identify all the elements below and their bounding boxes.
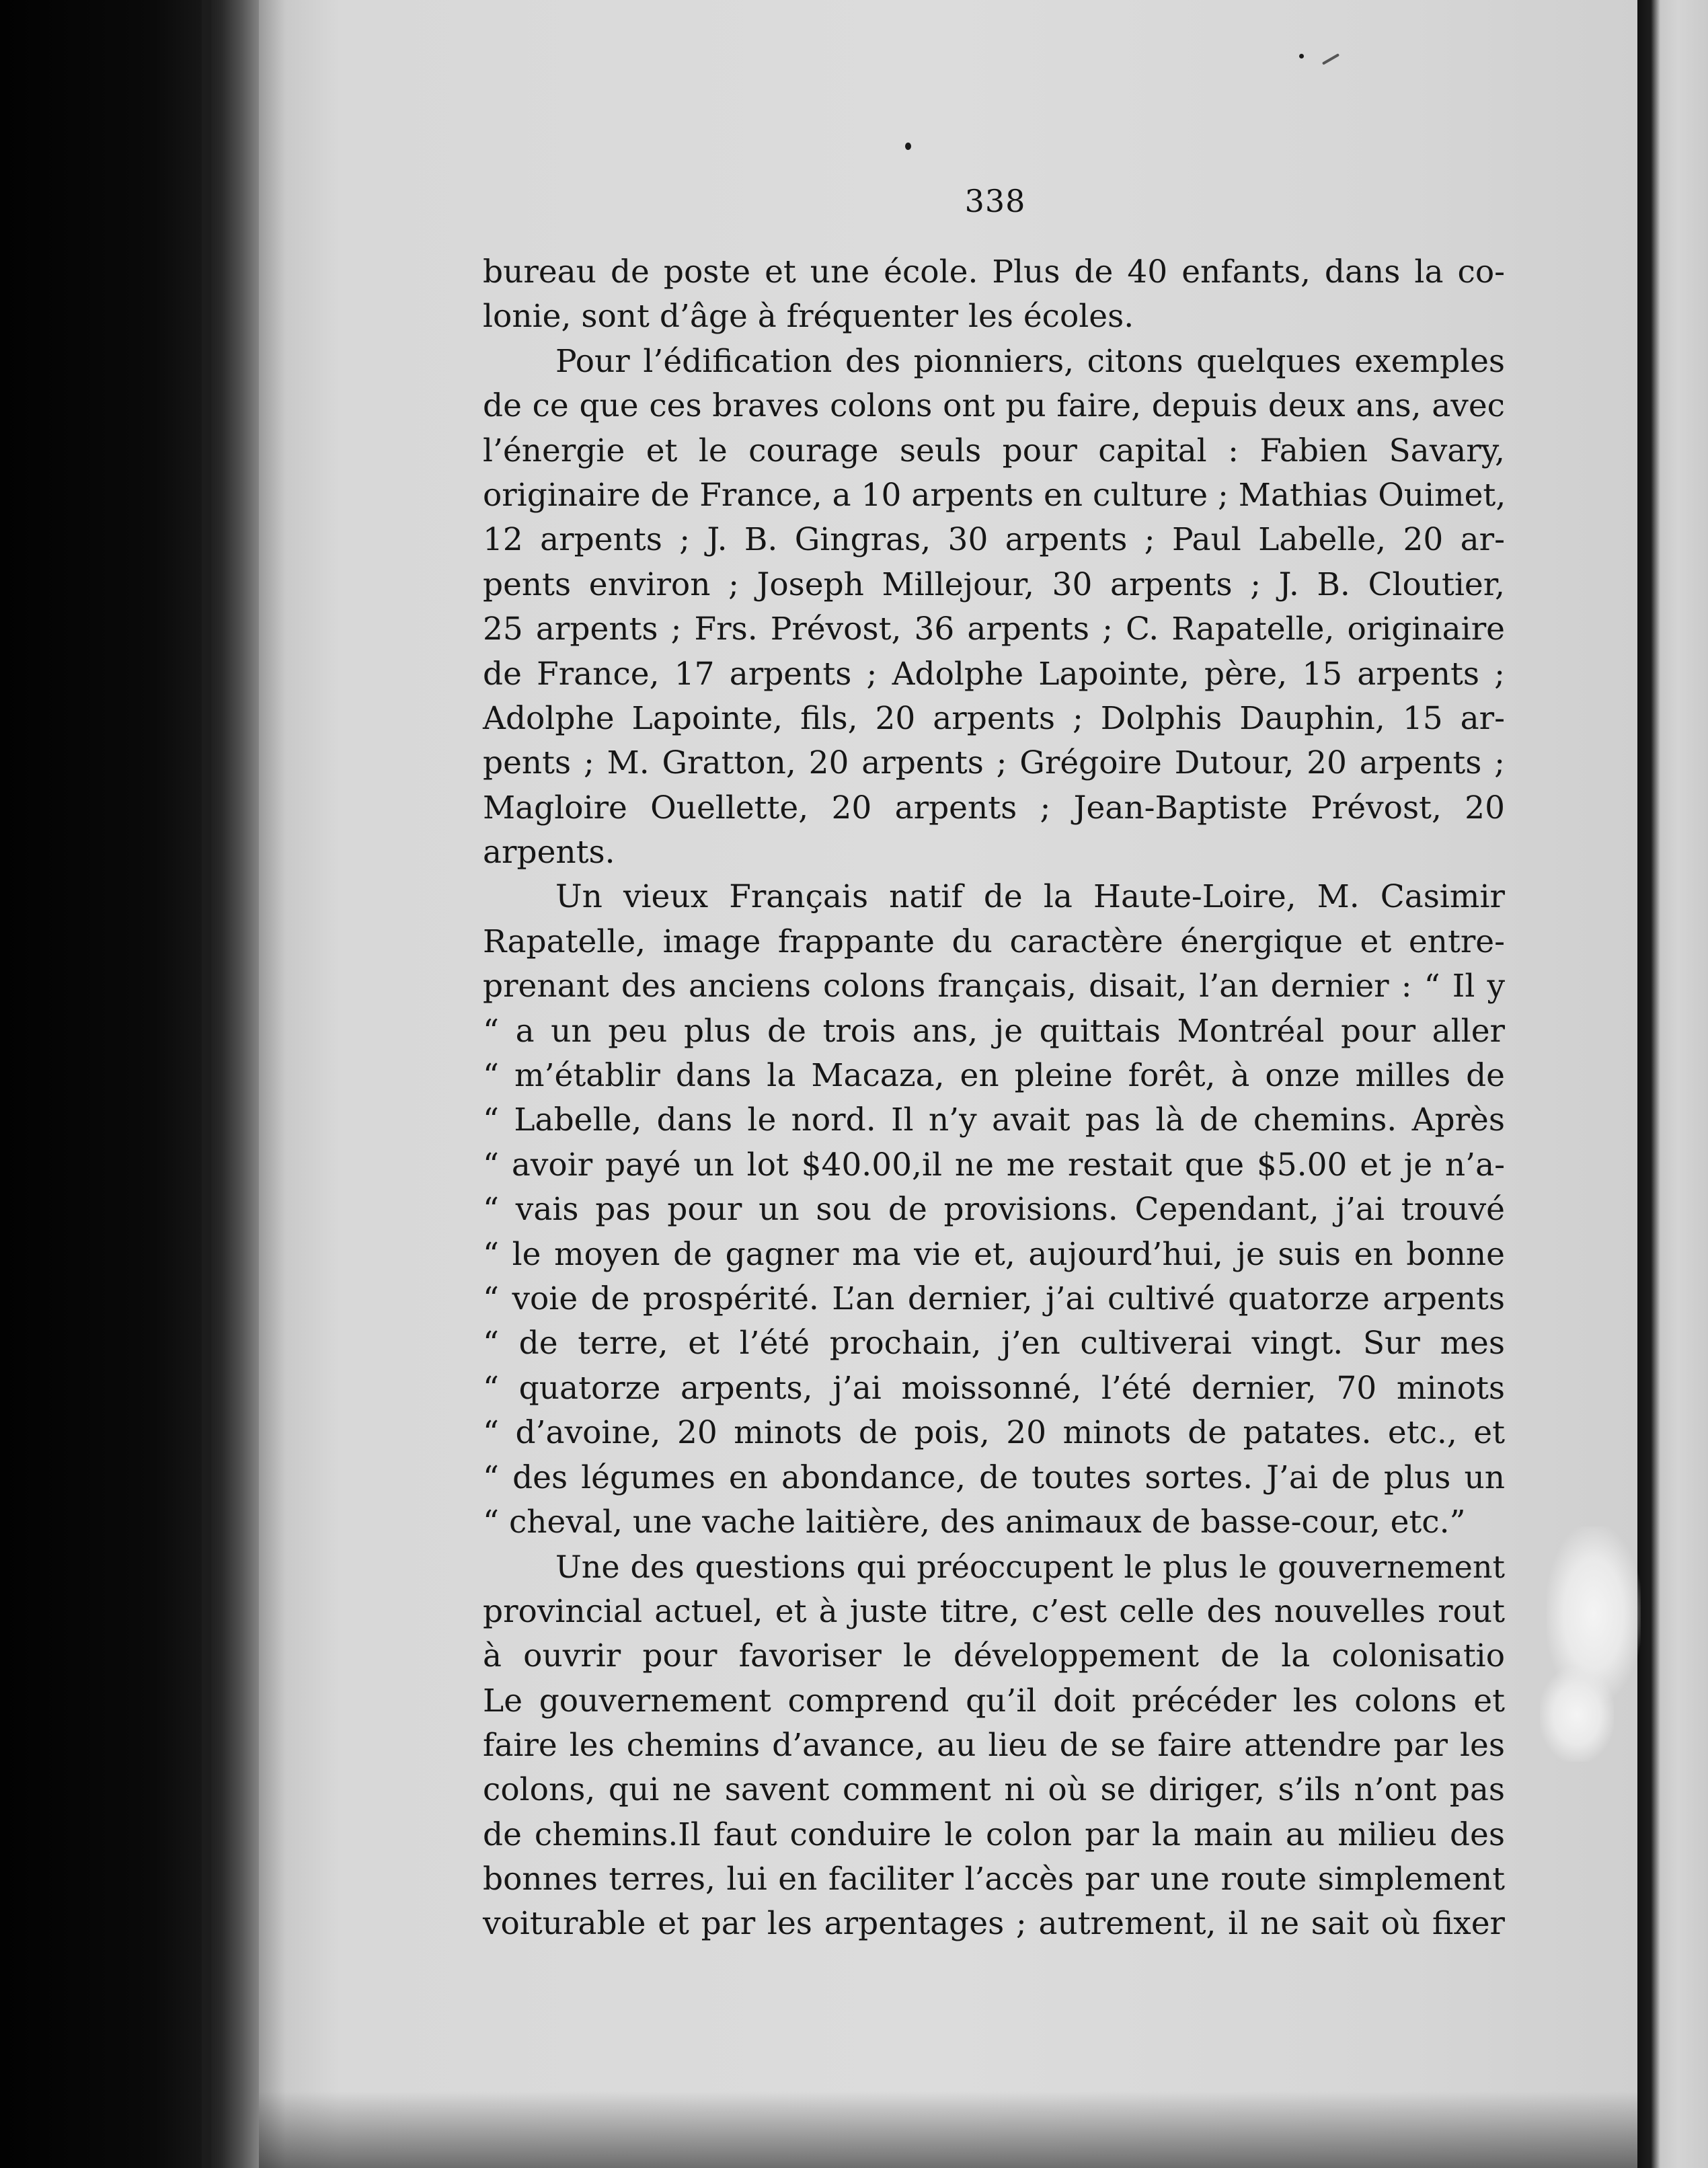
text-line: “ cheval, une vache laitière, des animaux de basse-cour, etc.” bbox=[483, 1503, 1466, 1541]
gutter-shadow-line bbox=[202, 0, 211, 2168]
text-line: arpents. bbox=[483, 834, 615, 872]
text-line: pents environ ; Joseph Millejour, 30 arpents ; J. B. Cloutier, bbox=[483, 566, 1505, 603]
text-line: provincial actuel, et à juste titre, c’est celle des nouvelles rout bbox=[483, 1592, 1505, 1630]
text-line: voiturable et par les arpentages ; autrement, il ne sait où fixer bbox=[483, 1905, 1505, 1943]
text-line: “ des légumes en abondance, de toutes sortes. J’ai de plus un bbox=[483, 1459, 1505, 1496]
text-line: Le gouvernement comprend qu’il doit précéder les colons et bbox=[483, 1682, 1505, 1719]
text-line: de chemins.Il faut conduire le colon par la main au milieu des bbox=[483, 1816, 1505, 1853]
body-text bbox=[483, 250, 1505, 1947]
text-line: prenant des anciens colons français, disait, l’an dernier : “ Il y bbox=[483, 968, 1505, 1005]
text-line: de ce que ces braves colons ont pu faire, depuis deux ans, avec bbox=[483, 387, 1505, 425]
text-line: de France, 17 arpents ; Adolphe Lapointe, père, 15 arpents ; bbox=[483, 655, 1505, 693]
text-line: bureau de poste et une école. Plus de 40 enfants, dans la co- bbox=[483, 254, 1505, 291]
text-line: bonnes terres, lui en faciliter l’accès par une route simplement bbox=[483, 1861, 1505, 1898]
text-line: “ m’établir dans la Macaza, en pleine forêt, à onze milles de bbox=[483, 1057, 1505, 1095]
text-line: “ de terre, et l’été prochain, j’en cultiverai vingt. Sur mes bbox=[483, 1325, 1505, 1362]
text-line: lonie, sont d’âge à fréquenter les écoles. bbox=[483, 298, 1134, 336]
text-line: Un vieux Français natif de la Haute-Loire, M. Casimir bbox=[555, 878, 1505, 916]
text-line: “ quatorze arpents, j’ai moissonné, l’été dernier, 70 minots bbox=[483, 1369, 1505, 1407]
text-line: pents ; M. Gratton, 20 arpents ; Grégoire Dutour, 20 arpents ; bbox=[483, 744, 1505, 782]
text-line: colons, qui ne savent comment ni où se diriger, s’ils n’ont pas bbox=[483, 1771, 1505, 1809]
text-line: “ d’avoine, 20 minots de pois, 20 minots de patates. etc., et bbox=[483, 1414, 1505, 1452]
text-line: Adolphe Lapointe, fils, 20 arpents ; Dolphis Dauphin, 15 ar- bbox=[483, 699, 1505, 737]
text-line: “ Labelle, dans le nord. Il n’y avait pas là de chemins. Après bbox=[483, 1101, 1505, 1139]
text-line: Magloire Ouellette, 20 arpents ; Jean-Baptiste Prévost, 20 bbox=[483, 789, 1505, 826]
text-line: “ avoir payé un lot $40.00,il ne me restait que $5.00 et je n’a- bbox=[483, 1146, 1505, 1184]
scan-speck bbox=[905, 143, 911, 150]
scan-speck bbox=[1299, 54, 1304, 59]
text-line: Pour l’édification des pionniers, citons quelques exemples bbox=[555, 342, 1505, 380]
text-line: Rapatelle, image frappante du caractère énergique et entre- bbox=[483, 923, 1505, 960]
scan-smudge bbox=[1540, 1668, 1614, 1762]
text-line: “ a un peu plus de trois ans, je quittais Montréal pour aller bbox=[483, 1012, 1505, 1050]
page-number: 338 bbox=[964, 183, 1026, 219]
text-line: 12 arpents ; J. B. Gingras, 30 arpents ; Paul Labelle, 20 ar- bbox=[483, 521, 1505, 559]
text-line: faire les chemins d’avance, au lieu de se faire attendre par les bbox=[483, 1726, 1505, 1764]
text-line: 25 arpents ; Frs. Prévost, 36 arpents ; C. Rapatelle, originaire bbox=[483, 611, 1505, 648]
text-line: “ le moyen de gagner ma vie et, aujourd’hui, je suis en bonne bbox=[483, 1235, 1505, 1273]
page-bottom-shadow bbox=[259, 2091, 1637, 2168]
text-line: à ouvrir pour favoriser le développement de la colonisatio bbox=[483, 1637, 1505, 1675]
right-page-edge bbox=[1637, 0, 1708, 2168]
binding-gutter bbox=[0, 0, 262, 2168]
text-line: “ vais pas pour un sou de provisions. Cependant, j’ai trouvé bbox=[483, 1191, 1505, 1229]
text-line: originaire de France, a 10 arpents en culture ; Mathias Ouimet, bbox=[483, 476, 1506, 514]
text-line: Une des questions qui préoccupent le plus le gouvernement bbox=[555, 1549, 1505, 1586]
text-line: l’énergie et le courage seuls pour capital : Fabien Savary, bbox=[483, 432, 1505, 469]
text-line: “ voie de prospérité. L’an dernier, j’ai cultivé quatorze arpents bbox=[483, 1280, 1505, 1317]
